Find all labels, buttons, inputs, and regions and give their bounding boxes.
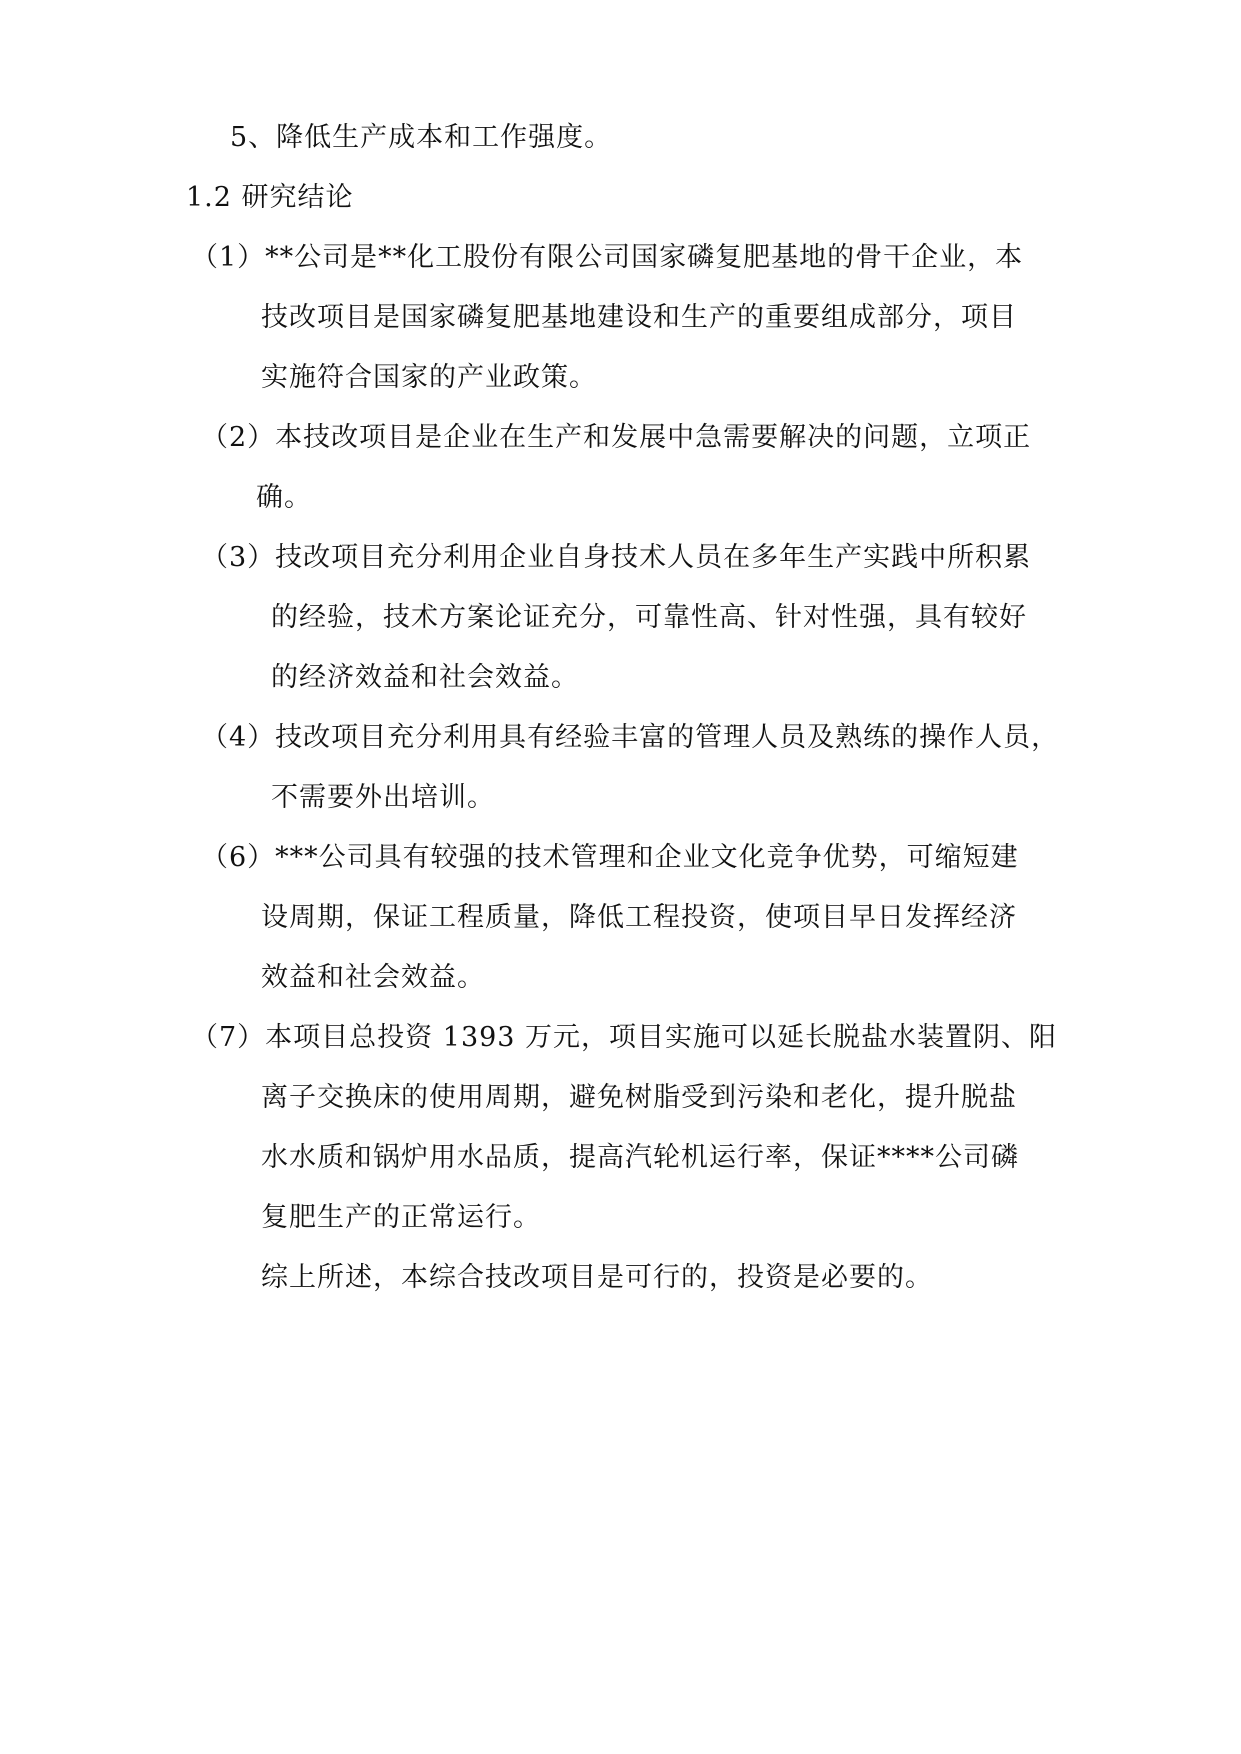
conclusion-item-7-line-4: 复肥生产的正常运行。 [261, 1202, 541, 1233]
summary-line: 综上所述，本综合技改项目是可行的，投资是必要的。 [261, 1262, 933, 1293]
conclusion-item-1-line-2: 技改项目是国家磷复肥基地建设和生产的重要组成部分，项目 [261, 302, 1017, 333]
conclusion-item-3-line-3: 的经济效益和社会效益。 [271, 662, 579, 693]
conclusion-item-6-line-1: （6）***公司具有较强的技术管理和企业文化竞争优势，可缩短建 [201, 842, 1019, 873]
conclusion-item-7-line-3: 水水质和锅炉用水品质，提高汽轮机运行率，保证****公司磷 [261, 1142, 1019, 1173]
conclusion-item-1-line-1: （1）**公司是**化工股份有限公司国家磷复肥基地的骨干企业，本 [191, 242, 1024, 273]
conclusion-item-6-line-2: 设周期，保证工程质量，降低工程投资，使项目早日发挥经济 [261, 902, 1017, 933]
conclusion-item-1-line-3: 实施符合国家的产业政策。 [261, 362, 597, 393]
section-heading-research-conclusion: 1.2 研究结论 [186, 182, 354, 213]
conclusion-item-2-line-1: （2）本技改项目是企业在生产和发展中急需要解决的问题，立项正 [201, 422, 1032, 453]
conclusion-item-2-line-2: 确。 [256, 482, 312, 513]
conclusion-item-6-line-3: 效益和社会效益。 [261, 962, 485, 993]
conclusion-item-3-line-2: 的经验，技术方案论证充分，可靠性高、针对性强，具有较好 [271, 602, 1027, 633]
text-line-cost-reduction: 5、降低生产成本和工作强度。 [230, 122, 613, 153]
conclusion-item-7-line-2: 离子交换床的使用周期，避免树脂受到污染和老化，提升脱盐 [261, 1082, 1017, 1113]
conclusion-item-4-line-1: （4）技改项目充分利用具有经验丰富的管理人员及熟练的操作人员， [201, 722, 1060, 753]
conclusion-item-4-line-2: 不需要外出培训。 [271, 782, 495, 813]
conclusion-item-3-line-1: （3）技改项目充分利用企业自身技术人员在多年生产实践中所积累 [201, 542, 1032, 573]
conclusion-item-7-line-1: （7）本项目总投资 1393 万元，项目实施可以延长脱盐水装置阴、阳 [191, 1022, 1058, 1053]
